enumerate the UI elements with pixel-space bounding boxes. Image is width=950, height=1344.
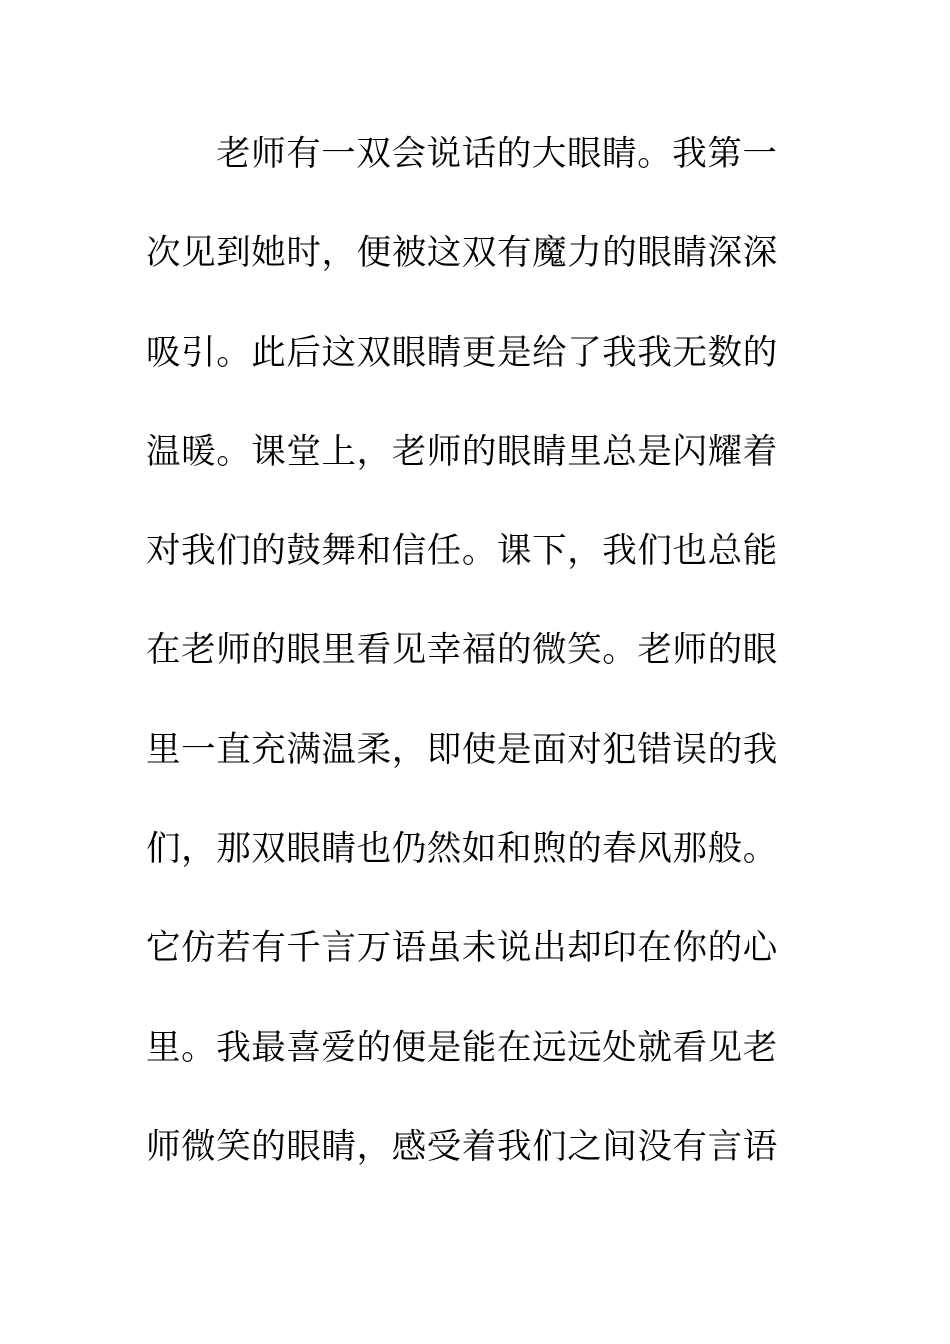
paragraph xyxy=(146,127,786,1219)
text-line-2: 次见到她时，便被这双有魔力的眼睛深深 xyxy=(146,233,778,274)
text-line-6: 在老师的眼里看见幸福的微笑。老师的眼 xyxy=(146,630,778,671)
text-line-5: 对我们的鼓舞和信任。课下，我们也总能 xyxy=(146,531,778,572)
text-line-11: 师微笑的眼睛，感受着我们之间没有言语 xyxy=(146,1126,778,1167)
text-line-1: 老师有一双会说话的大眼睛。我第一 xyxy=(216,134,778,174)
text-line-4: 温暖。课堂上，老师的眼睛里总是闪耀着 xyxy=(146,431,778,472)
text-line-10: 里。我最喜爱的便是能在远远处就看见老 xyxy=(146,1027,778,1068)
text-line-9: 它仿若有千言万语虽未说出却印在你的心 xyxy=(146,928,778,969)
text-line-3: 吸引。此后这双眼睛更是给了我我无数的 xyxy=(146,332,778,373)
text-line-8: 们，那双眼睛也仍然如和煦的春风那般。 xyxy=(146,829,778,870)
text-line-7: 里一直充满温柔，即使是面对犯错误的我 xyxy=(146,729,778,770)
